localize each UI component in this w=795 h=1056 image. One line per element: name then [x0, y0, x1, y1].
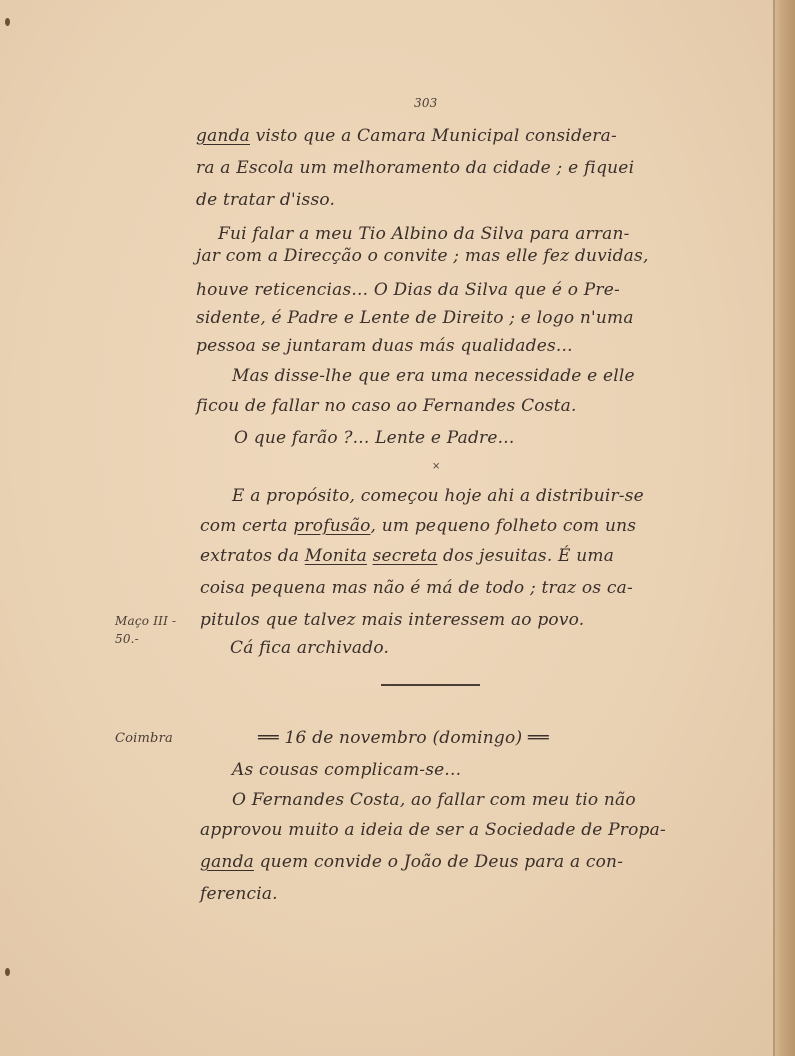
text-line: pessoa se juntaram duas más qualidades...	[196, 336, 573, 356]
text-line: sidente, é Padre e Lente de Direito ; e logo n'uma	[196, 308, 634, 328]
section-divider	[381, 684, 480, 686]
text-line: pitulos que talvez mais interessem ao povo.	[200, 610, 585, 630]
text-line: E a propósito, começou hoje ahi a distribuir-se	[232, 486, 644, 506]
text-line: ferencia.	[200, 884, 278, 904]
text-line: Mas disse-lhe que era uma necessidade e elle	[232, 366, 635, 386]
page-crease	[773, 0, 775, 1056]
place-note: Coimbra	[115, 731, 173, 746]
text-line: de tratar d'isso.	[196, 190, 336, 210]
text-line: com certa profusão, um pequeno folheto com uns	[200, 516, 637, 536]
page-edge-shadow	[773, 0, 795, 1056]
text-line: extratos da Monita secreta dos jesuitas. É uma	[200, 546, 615, 566]
binding-hole	[5, 18, 10, 26]
text-line: ficou de fallar no caso ao Fernandes Costa.	[196, 396, 577, 416]
text-line: O Fernandes Costa, ao fallar com meu tio não	[232, 790, 636, 810]
text-line: houve reticencias... O Dias da Silva que é o Pre-	[196, 280, 620, 300]
binding-hole	[5, 968, 10, 976]
margin-note: 50.-	[115, 632, 139, 646]
text-line: ganda visto que a Camara Municipal considera-	[196, 126, 617, 146]
separator-mark: ×	[432, 461, 441, 472]
text-line: Fui falar a meu Tio Albino da Silva para arran-	[218, 224, 630, 244]
date-heading: ══ 16 de novembro (domingo) ══	[258, 728, 549, 748]
text-line: O que farão ?... Lente e Padre...	[234, 428, 515, 448]
margin-note: Maço III -	[115, 614, 177, 628]
text-line: As cousas complicam-se...	[232, 760, 462, 780]
text-line: ra a Escola um melhoramento da cidade ; e fiquei	[196, 158, 635, 178]
text-line: Cá fica archivado.	[230, 638, 390, 658]
text-line: jar com a Direcção o convite ; mas elle fez duvidas,	[196, 246, 649, 266]
text-line: ganda quem convide o João de Deus para a con-	[200, 852, 624, 872]
text-line: approvou muito a ideia de ser a Sociedade de Propa-	[200, 820, 666, 840]
text-line: coisa pequena mas não é má de todo ; traz os ca-	[200, 578, 633, 598]
page-number: 303	[414, 96, 438, 110]
